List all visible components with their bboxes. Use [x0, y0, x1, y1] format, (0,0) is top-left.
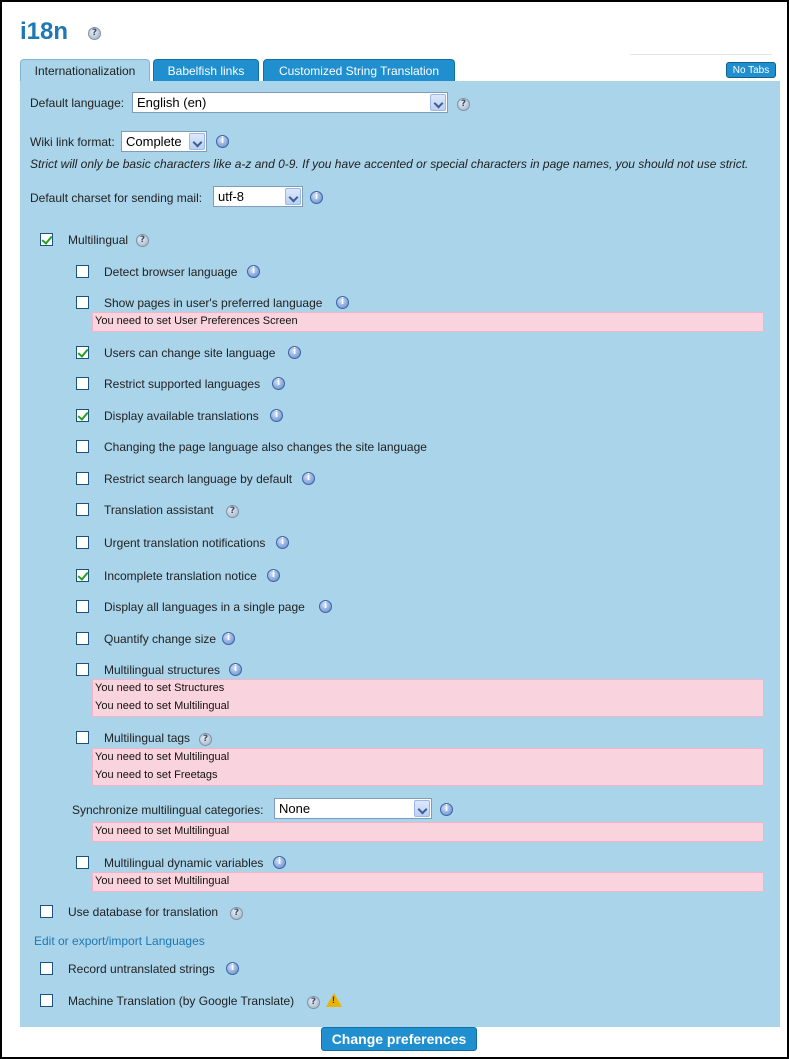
help-icon[interactable]: ? — [199, 733, 212, 746]
restrict-search-language-checkbox[interactable] — [76, 472, 89, 485]
use-database-label: Use database for translation — [68, 905, 219, 919]
urgent-notifications-label: Urgent translation notifications — [104, 536, 266, 550]
info-icon[interactable]: i — [273, 856, 286, 869]
info-icon[interactable]: i — [270, 409, 283, 422]
warning-icon: ! — [326, 993, 342, 1007]
info-icon[interactable]: i — [267, 569, 280, 582]
tab-babelfish-links[interactable]: Babelfish links — [153, 59, 259, 81]
notice-box — [92, 679, 764, 717]
chevron-down-icon — [414, 800, 430, 817]
info-icon[interactable]: i — [302, 472, 315, 485]
info-icon[interactable]: i — [222, 632, 235, 645]
info-icon[interactable]: i — [310, 191, 323, 204]
charset-label: Default charset for sending mail: — [30, 191, 203, 205]
wiki-link-format-note: Strict will only be basic characters like a-z and 0-9. If you have accented or special characters in page names, you should not use strict. — [30, 157, 749, 171]
show-preferred-language-label: Show pages in user's preferred language — [104, 296, 323, 310]
info-icon[interactable]: i — [226, 962, 239, 975]
machine-translation-label: Machine Translation (by Google Translate) — [68, 994, 295, 1008]
page-language-changes-site-checkbox[interactable] — [76, 440, 89, 453]
urgent-notifications-checkbox[interactable] — [76, 536, 89, 549]
notice-box — [92, 822, 764, 842]
restrict-search-language-label: Restrict search language by default — [104, 472, 293, 486]
translation-assistant-checkbox[interactable] — [76, 503, 89, 516]
notice-box — [92, 748, 764, 786]
quantify-change-size-checkbox[interactable] — [76, 632, 89, 645]
multilingual-structures-checkbox[interactable] — [76, 663, 89, 676]
help-icon[interactable]: ? — [457, 98, 470, 111]
info-icon[interactable]: i — [229, 663, 242, 676]
translation-assistant-label: Translation assistant — [104, 503, 214, 517]
tab-internationalization[interactable]: Internationalization — [20, 59, 150, 81]
wiki-link-format-label: Wiki link format: — [30, 135, 115, 149]
default-language-select[interactable] — [132, 92, 448, 113]
help-icon[interactable]: ? — [136, 234, 149, 247]
wiki-link-format-value: Complete — [126, 134, 182, 149]
info-icon[interactable]: i — [272, 377, 285, 390]
edit-languages-link[interactable]: Edit or export/import Languages — [34, 934, 205, 948]
detect-browser-language-checkbox[interactable] — [76, 265, 89, 278]
chevron-down-icon — [189, 133, 205, 150]
info-icon[interactable]: i — [247, 265, 260, 278]
info-icon[interactable]: i — [216, 135, 229, 148]
default-language-label: Default language: — [30, 96, 125, 110]
sync-categories-value: None — [279, 801, 311, 816]
restrict-languages-label: Restrict supported languages — [104, 377, 261, 391]
chevron-down-icon — [285, 188, 301, 205]
quantify-change-size-label: Quantify change size — [104, 632, 217, 646]
sync-categories-select[interactable] — [274, 798, 432, 819]
display-translations-checkbox[interactable] — [76, 409, 89, 422]
info-icon[interactable]: i — [336, 296, 349, 309]
notice-text: You need to set User Preferences Screen — [95, 315, 298, 327]
change-preferences-button[interactable]: Change preferences — [321, 1027, 477, 1051]
use-database-checkbox[interactable] — [40, 905, 53, 918]
notice-text: You need to set Freetags — [95, 769, 218, 781]
multilingual-tags-checkbox[interactable] — [76, 731, 89, 744]
dynamic-variables-label: Multilingual dynamic variables — [104, 856, 264, 870]
help-icon[interactable]: ? — [307, 996, 320, 1009]
notice-text: You need to set Structures — [95, 682, 225, 694]
users-change-language-label: Users can change site language — [104, 346, 276, 360]
no-tabs-button[interactable]: No Tabs — [726, 62, 776, 78]
help-icon[interactable]: ? — [88, 27, 101, 40]
chevron-down-icon — [430, 94, 446, 111]
incomplete-translation-label: Incomplete translation notice — [104, 569, 257, 583]
info-icon[interactable]: i — [276, 536, 289, 549]
sync-categories-label: Synchronize multilingual categories: — [72, 803, 264, 817]
page-language-changes-site-label: Changing the page language also changes the site language — [104, 440, 427, 454]
help-icon[interactable]: ? — [226, 505, 239, 518]
detect-browser-language-label: Detect browser language — [104, 265, 238, 279]
charset-select[interactable] — [213, 186, 303, 207]
record-untranslated-label: Record untranslated strings — [68, 962, 215, 976]
default-language-value: English (en) — [137, 95, 207, 110]
info-icon[interactable]: i — [319, 600, 332, 613]
users-change-language-checkbox[interactable] — [76, 346, 89, 359]
divider — [630, 54, 772, 55]
page-title: i18n — [20, 18, 69, 45]
multilingual-tags-label: Multilingual tags — [104, 731, 191, 745]
multilingual-structures-label: Multilingual structures — [104, 663, 221, 677]
notice-box — [92, 872, 764, 892]
all-languages-single-page-checkbox[interactable] — [76, 600, 89, 613]
all-languages-single-page-label: Display all languages in a single page — [104, 600, 305, 614]
notice-text: You need to set Multilingual — [95, 700, 230, 712]
machine-translation-checkbox[interactable] — [40, 994, 53, 1007]
notice-text: You need to set Multilingual — [95, 825, 230, 837]
multilingual-label: Multilingual — [68, 233, 129, 247]
wiki-link-format-select[interactable] — [121, 131, 207, 152]
tab-customized-string-translation[interactable]: Customized String Translation — [263, 59, 455, 81]
info-icon[interactable]: i — [288, 346, 301, 359]
show-preferred-language-checkbox[interactable] — [76, 296, 89, 309]
info-icon[interactable]: i — [440, 803, 453, 816]
restrict-languages-checkbox[interactable] — [76, 377, 89, 390]
notice-box — [92, 312, 764, 332]
incomplete-translation-checkbox[interactable] — [76, 569, 89, 582]
charset-value: utf-8 — [218, 189, 245, 204]
multilingual-checkbox[interactable] — [40, 233, 53, 246]
help-icon[interactable]: ? — [230, 907, 243, 920]
record-untranslated-checkbox[interactable] — [40, 962, 53, 975]
dynamic-variables-checkbox[interactable] — [76, 856, 89, 869]
notice-text: You need to set Multilingual — [95, 751, 230, 763]
notice-text: You need to set Multilingual — [95, 875, 230, 887]
display-translations-label: Display available translations — [104, 409, 259, 423]
